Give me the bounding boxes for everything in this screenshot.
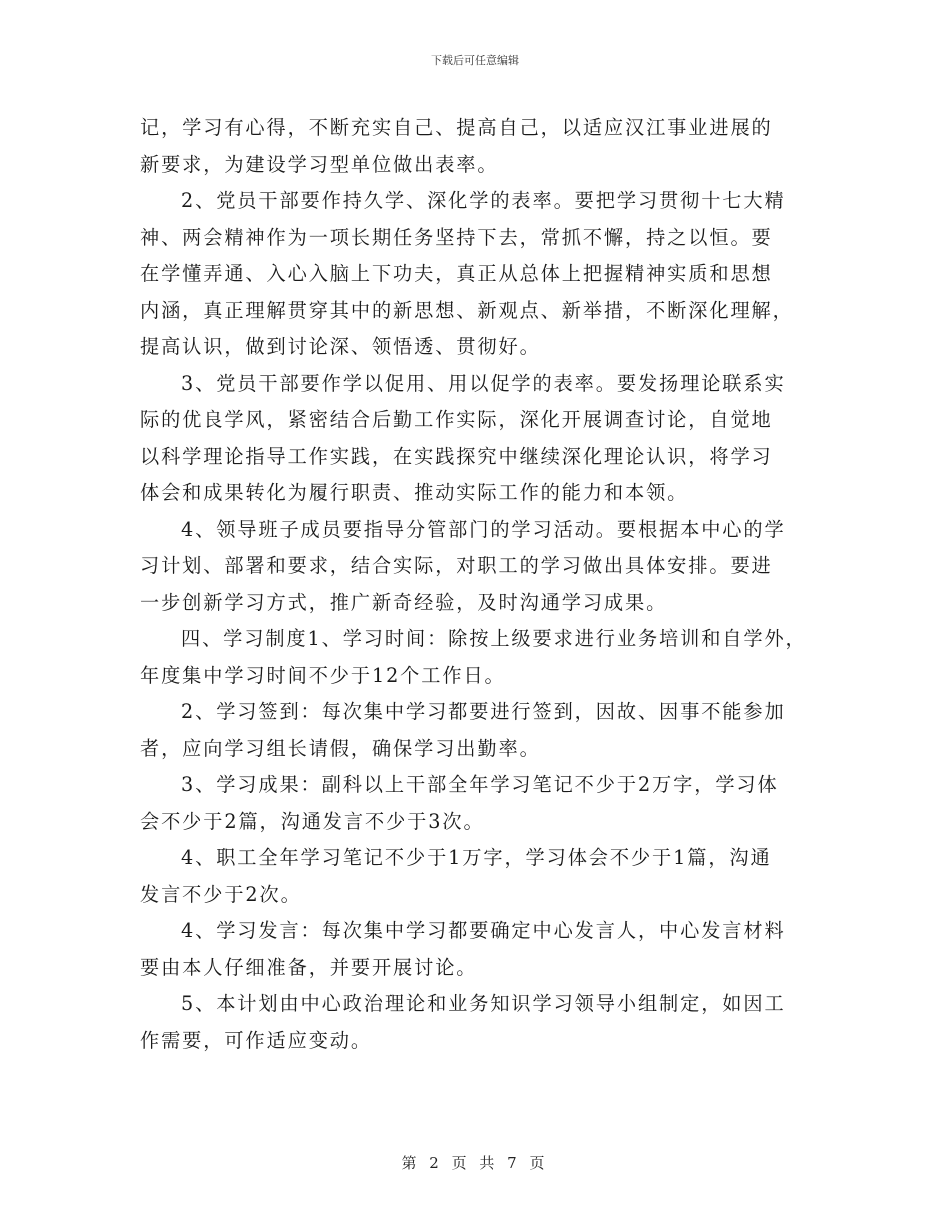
paragraph-line: 年度集中学习时间不少于12个工作日。 <box>140 663 506 687</box>
page-header: 下载后可任意编辑 <box>431 54 519 67</box>
page-number-footer: 第 2 页 共 7 页 <box>401 1154 549 1172</box>
paragraph-line: 提高认识，做到讨论深、领悟透、贯彻好。 <box>140 335 541 358</box>
paragraph-first-line: 4、领导班子成员要指导分管部门的学习活动。要根据本中心的学 <box>181 517 786 541</box>
paragraph-first-line: 3、学习成果：副科以上干部全年学习笔记不少于2万字，学习体 <box>181 773 779 796</box>
paragraph-first-line: 4、职工全年学习笔记不少于1万字，学习体会不少于1篇，沟通 <box>181 846 772 869</box>
paragraph-first-line: 5、本计划由中心政治理论和业务知识学习领导小组制定，如因工 <box>181 992 786 1015</box>
document-body <box>140 110 820 1059</box>
paragraph-line: 作需要，可作适应变动。 <box>140 1028 372 1052</box>
paragraph-line: 习计划、部署和要求，结合实际，对职工的学习做出具体安排。要进 <box>140 554 773 577</box>
paragraph-line: 神、两会精神作为一项长期任务坚持下去，常抓不懈，持之以恒。要 <box>140 225 773 249</box>
paragraph-first-line: 四、学习制度1、学习时间：除按上级要求进行业务培训和自学外， <box>181 627 807 650</box>
paragraph-line: 者，应向学习组长请假，确保学习出勤率。 <box>140 736 541 760</box>
paragraph-line: 在学懂弄通、入心入脑上下功夫，真正从总体上把握精神实质和思想 <box>140 262 773 285</box>
paragraph-line: 记，学习有心得，不断充实自己、提高自己，以适应汉江事业进展的 <box>140 116 773 139</box>
paragraph-line: 一步创新学习方式，推广新奇经验，及时沟通学习成果。 <box>140 590 668 614</box>
paragraph-first-line: 3、党员干部要作学以促用、用以促学的表率。要发扬理论联系实 <box>181 371 786 395</box>
paragraph-line: 发言不少于2次。 <box>140 882 302 906</box>
paragraph-line: 新要求，为建设学习型单位做出表率。 <box>140 152 499 176</box>
paragraph-first-line: 2、学习签到：每次集中学习都要进行签到，因故、因事不能参加 <box>181 700 786 723</box>
paragraph-line: 要由本人仔细准备，并要开展讨论。 <box>140 955 478 979</box>
paragraph-line: 体会和成果转化为履行职责、推动实际工作的能力和本领。 <box>140 481 689 504</box>
paragraph-line: 内涵，真正理解贯穿其中的新思想、新观点、新举措，不断深化理解， <box>140 298 794 322</box>
paragraph-line: 际的优良学风，紧密结合后勤工作实际，深化开展调查讨论，自觉地 <box>140 408 773 431</box>
paragraph-first-line: 2、党员干部要作持久学、深化学的表率。要把学习贯彻十七大精 <box>181 189 786 212</box>
paragraph-first-line: 4、学习发言：每次集中学习都要确定中心发言人，中心发言材料 <box>181 919 786 942</box>
paragraph-line: 会不少于2篇，沟通发言不少于3次。 <box>140 809 485 833</box>
paragraph-line: 以科学理论指导工作实践，在实践探究中继续深化理论认识，将学习 <box>140 444 773 468</box>
